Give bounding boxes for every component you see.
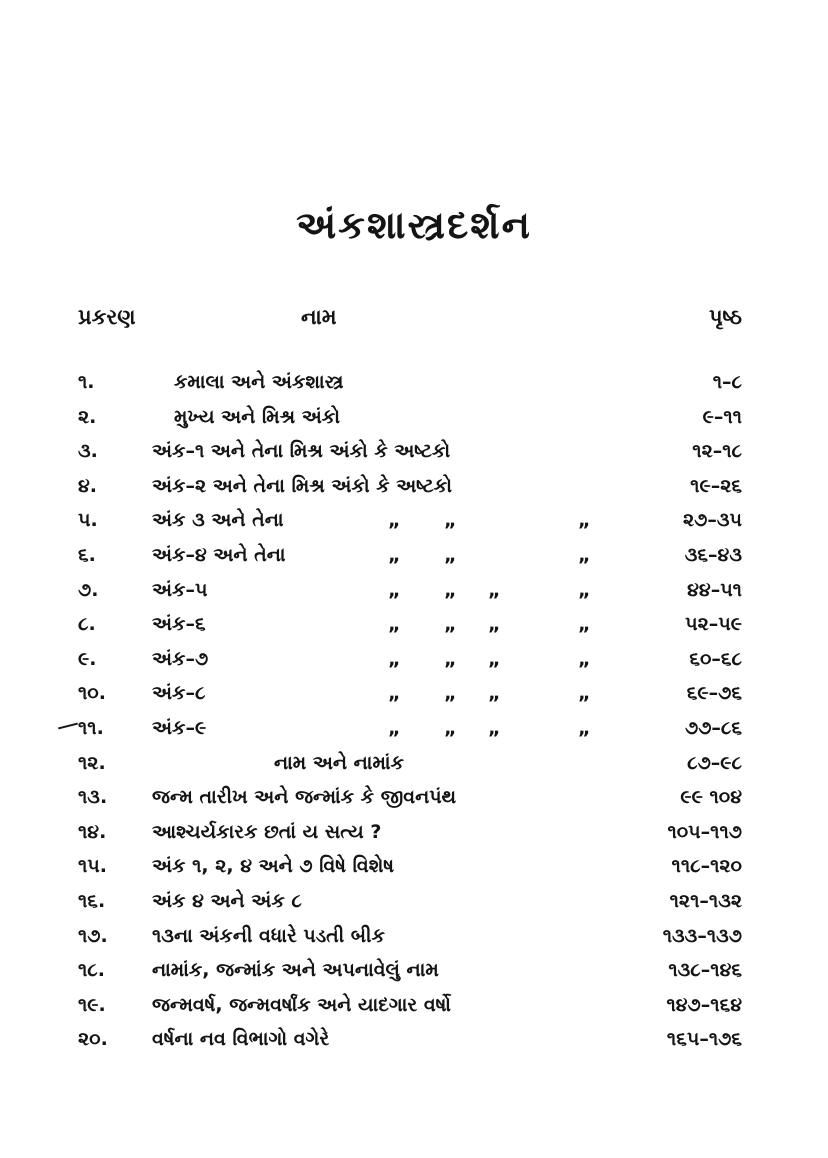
chapter-title: અંક–૮	[152, 682, 206, 705]
ditto-mark: „	[444, 647, 457, 670]
chapter-title: અંક–૭	[152, 647, 209, 670]
chapter-title: નામ અને નામાંક	[274, 751, 404, 774]
chapter-title: અંક ૪ અને અંક ૮	[152, 889, 302, 912]
chapter-number: ૧૩.	[78, 786, 108, 809]
chapter-title: ૧૩ના અંકની વધારે પડતી બીક	[152, 924, 385, 947]
toc-entry	[78, 886, 742, 921]
chapter-title: આશ્ચર્યકારક છતાં ય સત્ય ?	[152, 820, 382, 843]
table-of-contents	[78, 367, 742, 1059]
ditto-mark: „	[578, 716, 591, 739]
chapter-title: અંક–૧ અને તેના મિશ્ર અંકો કે અષ્ટકો	[152, 440, 451, 463]
chapter-title: અંક–૪ અને તેના	[152, 543, 286, 566]
ditto-mark: „	[488, 647, 501, 670]
chapter-title: અંક–૫	[152, 578, 208, 601]
ditto-mark: „	[444, 682, 457, 705]
chapter-title: અંક–૬	[152, 613, 206, 636]
chapter-number: ૧૫.	[78, 855, 108, 878]
chapter-number: ૧.	[78, 371, 95, 393]
chapter-number: ૪.	[78, 474, 97, 497]
page-range: ૧૩૩–૧૩૭	[662, 924, 742, 947]
toc-entry	[78, 782, 742, 817]
ditto-mark: „	[578, 613, 591, 636]
toc-entry	[78, 1024, 742, 1059]
ditto-mark: „	[444, 578, 457, 601]
page-range: ૫૨–૫૯	[685, 613, 742, 636]
ditto-mark: „	[388, 613, 401, 636]
page-range: ૬૦–૬૮	[689, 647, 742, 670]
ditto-mark: „	[488, 613, 501, 636]
chapter-number: ૧૭.	[78, 924, 108, 947]
page-range: ૧૬૫–૧૭૬	[666, 1028, 742, 1051]
chapter-title: જન્મ તારીખ અને જન્માંક કે જીવનપંથ	[152, 786, 457, 809]
ditto-mark: „	[488, 578, 501, 601]
ditto-mark: „	[388, 509, 401, 532]
page-range: ૪૪–૫૧	[687, 578, 742, 601]
ditto-mark: „	[578, 509, 591, 532]
chapter-number: ૬.	[78, 543, 96, 566]
toc-entry	[78, 436, 742, 471]
toc-entry	[78, 713, 742, 748]
page-range: ૩૬–૪૩	[684, 543, 742, 566]
chapter-title: નામાંક, જન્માંક અને અપનાવેલું નામ	[152, 959, 439, 982]
page-range: ૧૪૭–૧૬૪	[666, 993, 742, 1016]
toc-entry	[78, 402, 742, 437]
page-range: ૮૭–૯૮	[687, 751, 742, 774]
ditto-mark: „	[578, 578, 591, 601]
toc-entry	[78, 990, 742, 1025]
page-range: ૧૨–૧૮	[692, 440, 742, 463]
toc-entry	[78, 609, 742, 644]
page-range: ૧૧૮–૧૨૦	[671, 855, 742, 878]
toc-entry	[78, 540, 742, 575]
ditto-mark: „	[444, 613, 457, 636]
ditto-mark: „	[578, 647, 591, 670]
chapter-title: અંક ૩ અને તેના	[152, 509, 284, 532]
page-column-header: પૃષ્ઠ	[709, 305, 742, 329]
chapter-number: ૮.	[78, 613, 96, 636]
toc-entry	[78, 678, 742, 713]
chapter-number: ૧૯.	[78, 993, 106, 1016]
chapter-title: મુખ્ય અને મિશ્ર અંકો	[174, 405, 340, 428]
toc-entry	[78, 955, 742, 990]
page-title: અંકશાસ્ત્રદર્શન	[296, 203, 532, 247]
ditto-mark: „	[388, 578, 401, 601]
ditto-mark: „	[388, 682, 401, 705]
toc-entry	[78, 748, 742, 783]
toc-entry	[78, 367, 742, 402]
ditto-mark: „	[388, 647, 401, 670]
toc-header	[78, 305, 742, 339]
chapter-number: ૧૨.	[78, 751, 106, 774]
page-range: ૯–૧૧	[702, 405, 742, 428]
ditto-mark: „	[488, 716, 501, 739]
name-column-header: નામ	[301, 305, 337, 329]
chapter-number: ૧૦.	[78, 682, 106, 705]
chapter-number: ૫.	[78, 509, 98, 532]
chapter-title: અંક–૨ અને તેના મિશ્ર અંકો કે અષ્ટકો	[152, 474, 452, 497]
page-range: ૧૨૧–૧૩૨	[669, 889, 742, 912]
chapter-number: ૧૬.	[78, 889, 106, 912]
chapter-number: ૧૧.	[78, 716, 104, 739]
ditto-mark: „	[444, 543, 457, 566]
page-range: ૭૭–૮૬	[684, 716, 742, 739]
chapter-number: ૧૪.	[78, 820, 107, 843]
ditto-mark: „	[388, 543, 401, 566]
chapter-number: ૨.	[78, 405, 97, 428]
chapter-title: કમાલા અને અંકશાસ્ત્ર	[174, 371, 344, 393]
ditto-mark: „	[444, 716, 457, 739]
toc-entry	[78, 817, 742, 852]
ditto-mark: „	[488, 682, 501, 705]
chapter-number: ૯.	[78, 647, 97, 670]
page-range: ૨૭–૩૫	[683, 509, 742, 532]
toc-entry	[78, 921, 742, 956]
toc-entry	[78, 575, 742, 610]
chapter-number: ૨૦.	[78, 1028, 108, 1051]
chapter-column-header: પ્રકરણ	[78, 305, 136, 329]
pen-mark	[58, 723, 78, 730]
toc-entry	[78, 471, 742, 506]
chapter-title: અંક ૧, ૨, ૪ અને ૭ વિષે વિશેષ	[152, 855, 394, 878]
toc-entry	[78, 505, 742, 540]
chapter-title: વર્ષના નવ વિભાગો વગેરે	[152, 1028, 330, 1051]
chapter-number: ૭.	[78, 578, 99, 601]
toc-entry	[78, 644, 742, 679]
chapter-number: ૩.	[78, 440, 98, 463]
ditto-mark: „	[388, 716, 401, 739]
page-range: ૧૦૫–૧૧૭	[667, 820, 742, 843]
ditto-mark: „	[578, 543, 591, 566]
chapter-title: જન્મવર્ષ, જન્મવર્ષાંક અને યાદગાર વર્ષો	[152, 993, 451, 1016]
page-range: ૧૯–૨૬	[690, 474, 742, 497]
chapter-number: ૧૮.	[78, 959, 105, 982]
chapter-title: અંક–૯	[152, 716, 207, 739]
toc-entry	[78, 851, 742, 886]
page-range: ૬૯–૭૬	[686, 682, 742, 705]
page-range: ૧૩૮–૧૪૬	[668, 959, 742, 982]
page-range: ૯૯ ૧૦૪	[680, 786, 742, 809]
ditto-mark: „	[578, 682, 591, 705]
page-range: ૧–૮	[712, 371, 742, 393]
ditto-mark: „	[444, 509, 457, 532]
